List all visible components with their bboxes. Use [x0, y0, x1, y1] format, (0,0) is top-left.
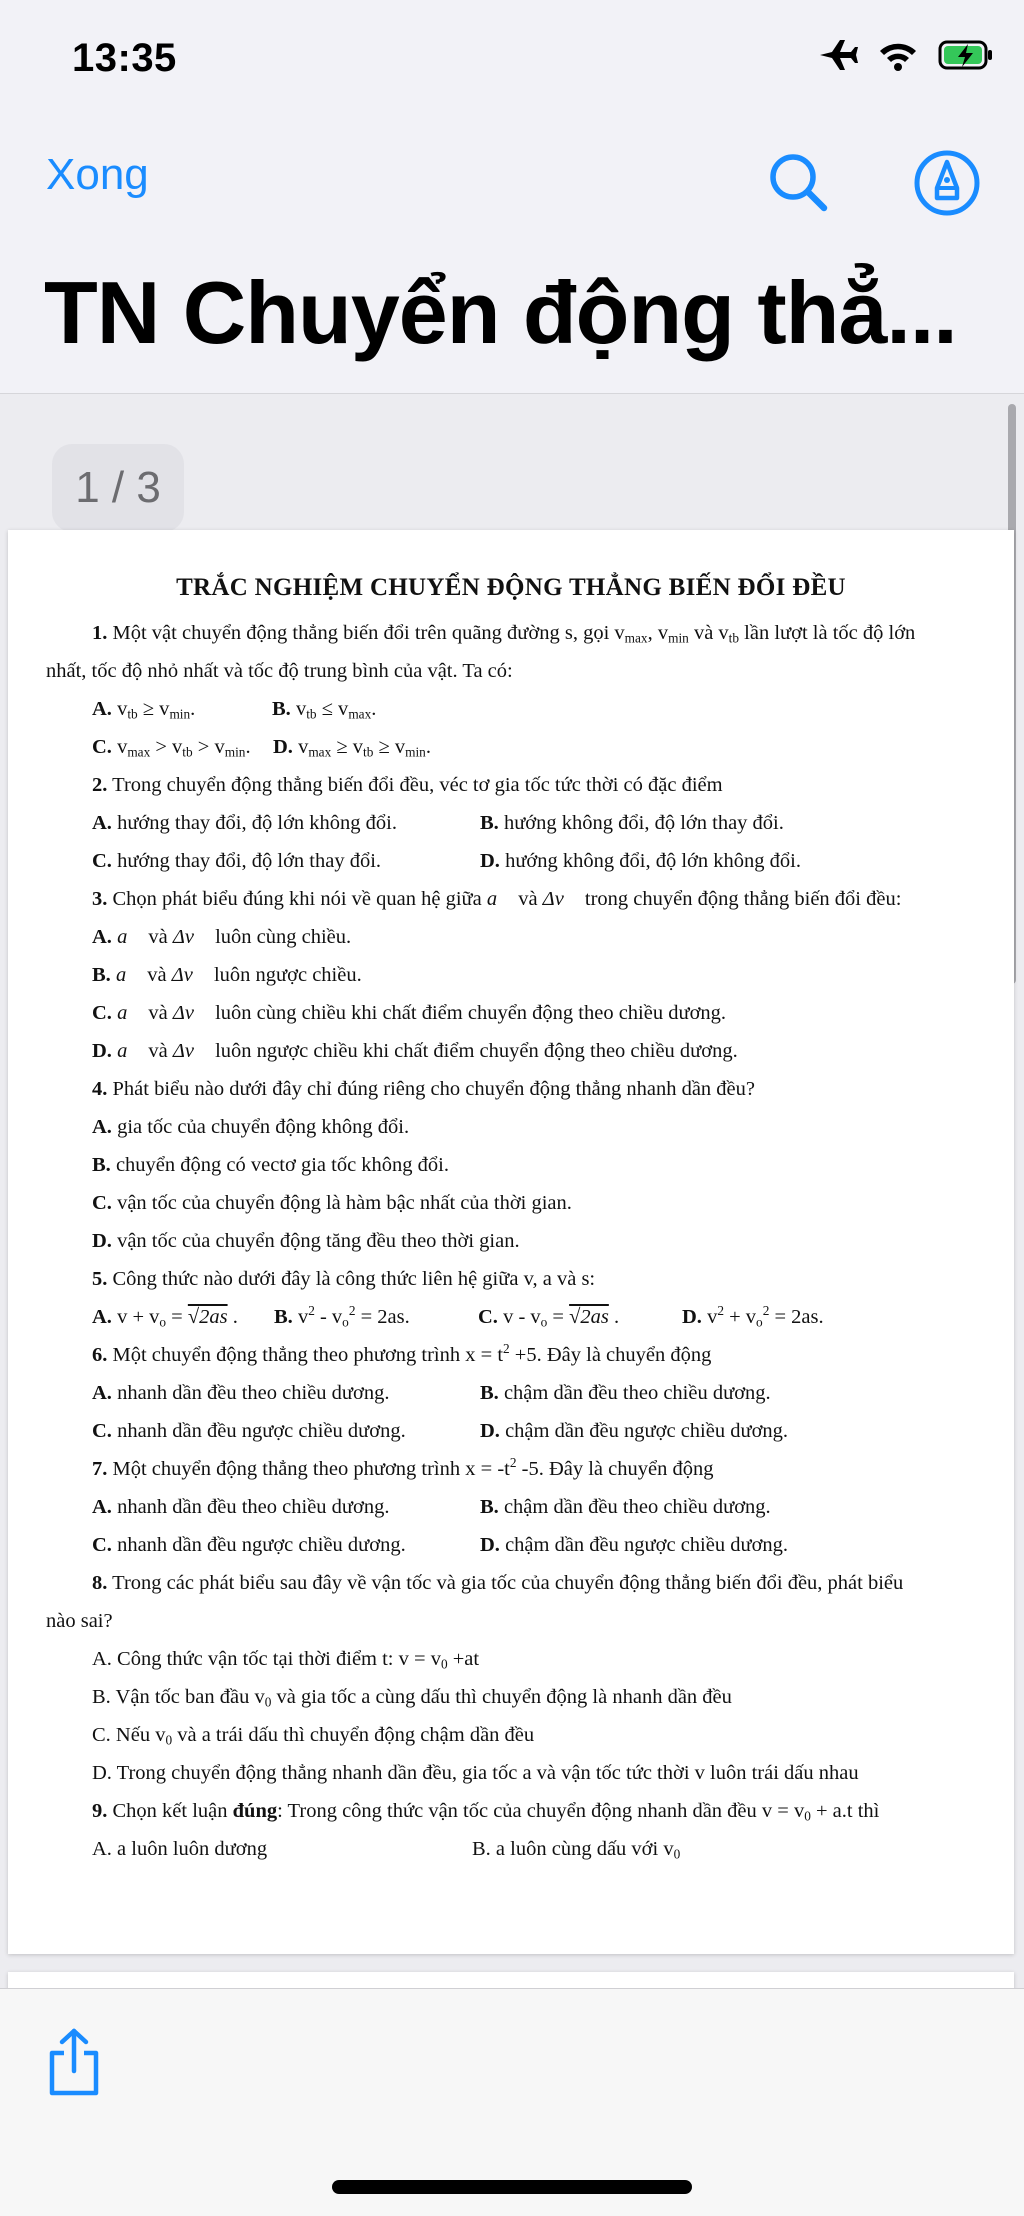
question-6-option-b: B. chậm dần đều theo chiều dương.: [480, 1382, 771, 1404]
question-9-option-a: A. a luôn luôn dương: [92, 1838, 268, 1860]
question-2-option-d: D. hướng không đổi, độ lớn không đổi.: [480, 850, 801, 872]
share-icon: [46, 2027, 102, 2097]
share-button[interactable]: [46, 2027, 102, 2097]
question-7-option-b: B. chậm dần đều theo chiều dương.: [480, 1496, 771, 1518]
status-time: 13:35: [72, 36, 177, 80]
wifi-icon: [878, 39, 918, 71]
question-1-option-a: A. $v_{tb} \ge v_{min}$.: [92, 698, 196, 722]
question-9: 9. Chọn kết luận đúng: Trong công thức vận tốc của chuyển động nhanh dần đều $v = v_0 + a.t$ thì: [92, 1800, 880, 1824]
question-2-option-a: A. hướng thay đổi, độ lớn không đổi.: [92, 812, 397, 834]
question-1-option-b: B. $v_{tb} \le v_{max}$.: [272, 698, 377, 722]
question-2: 2. Trong chuyển động thẳng biến đổi đều, véc tơ gia tốc tức thời có đặc điểm: [92, 774, 723, 796]
question-7: 7. Một chuyển động thẳng theo phương trình $x = -t^2$ -5. Đây là chuyển động: [92, 1455, 714, 1480]
search-button[interactable]: [764, 148, 834, 218]
question-9-option-b: B. a luôn cùng dấu với $v_0$: [472, 1838, 681, 1862]
markup-pen-icon: [912, 148, 982, 218]
question-5-option-a: A. $v + v_o = √2as$ .: [92, 1306, 238, 1330]
question-3-option-c: C. a⃗ và Δv⃗ luôn cùng chiều khi chất điểm chuyển động theo chiều dương.: [92, 1002, 727, 1024]
question-8-option-c: C. Nếu $v_0$ và a trái dấu thì chuyển động chậm dần đều: [92, 1724, 535, 1748]
document-title: TN Chuyển động thẳ...: [44, 263, 957, 362]
question-3: 3. Chọn phát biểu đúng khi nói về quan hệ giữa a⃗ và Δv⃗ trong chuyển động thẳng biến đổi đều:: [92, 888, 902, 910]
question-3-option-d: D. a⃗ và Δv⃗ luôn ngược chiều khi chất điểm chuyển động theo chiều dương.: [92, 1040, 738, 1062]
home-indicator: [332, 2180, 692, 2194]
airplane-mode-icon: [818, 38, 858, 72]
markup-button[interactable]: [912, 148, 982, 218]
question-4-option-a: A. gia tốc của chuyển động không đổi.: [92, 1116, 410, 1138]
question-6-option-a: A. nhanh dần đều theo chiều dương.: [92, 1382, 390, 1404]
question-1-option-d: D. $v_{max} \ge v_{tb} \ge v_{min}$.: [273, 736, 431, 760]
question-8-line-2: nào sai?: [46, 1610, 113, 1632]
question-1-option-c: C. $v_{max} > v_{tb} > v_{min}$.: [92, 736, 251, 760]
pdf-page: [8, 530, 1014, 1954]
question-8-option-b: B. Vận tốc ban đầu $v_0$ và gia tốc a cùng dấu thì chuyển động là nhanh dần đều: [92, 1686, 732, 1710]
done-button[interactable]: Xong: [46, 150, 149, 199]
question-7-option-c: C. nhanh dần đều ngược chiều dương.: [92, 1534, 406, 1556]
question-7-option-a: A. nhanh dần đều theo chiều dương.: [92, 1496, 390, 1518]
question-6-option-c: C. nhanh dần đều ngược chiều dương.: [92, 1420, 406, 1442]
question-8-option-a: A. Công thức vận tốc tại thời điểm t: $v = v_0 +at$: [92, 1648, 480, 1672]
question-5-option-c: C. $v - v_o = √2as$ .: [478, 1306, 620, 1330]
question-8-option-d: D. Trong chuyển động thẳng nhanh dần đều, gia tốc a và vận tốc tức thời v luôn trái dấu nhau: [92, 1762, 859, 1784]
status-bar: [0, 0, 1024, 110]
question-1-line-2: nhất, tốc độ nhỏ nhất và tốc độ trung bình của vật. Ta có:: [46, 660, 513, 682]
navigation-bar: [0, 140, 1024, 220]
question-3-option-b: B. a⃗ và Δv⃗ luôn ngược chiều.: [92, 964, 362, 986]
question-2-option-b: B. hướng không đổi, độ lớn thay đổi.: [480, 812, 784, 834]
next-pdf-page: [8, 1972, 1014, 1988]
question-5: 5. Công thức nào dưới đây là công thức liên hệ giữa v, a và s:: [92, 1268, 596, 1290]
question-4: 4. Phát biểu nào dưới đây chỉ đúng riêng cho chuyển động thẳng nhanh dần đều?: [92, 1078, 755, 1100]
question-4-option-d: D. vận tốc của chuyển động tăng đều theo thời gian.: [92, 1230, 520, 1252]
page-indicator: 1 / 3: [52, 444, 184, 532]
question-2-option-c: C. hướng thay đổi, độ lớn thay đổi.: [92, 850, 382, 872]
question-5-option-d: D. $v^2 + v_o^2 = 2as$.: [682, 1303, 824, 1330]
question-4-option-b: B. chuyển động có vectơ gia tốc không đổi.: [92, 1154, 450, 1176]
question-7-option-d: D. chậm dần đều ngược chiều dương.: [480, 1534, 789, 1556]
search-icon: [764, 148, 834, 218]
question-6: 6. Một chuyển động thẳng theo phương trình $x = t^2 +5$. Đây là chuyển động: [92, 1341, 712, 1366]
question-3-option-a: A. a⃗ và Δv⃗ luôn cùng chiều.: [92, 926, 352, 948]
pdf-viewer[interactable]: [0, 394, 1024, 1988]
question-5-option-b: B. $v^2 - v_o^2 = 2as$.: [274, 1303, 410, 1330]
question-8: 8. Trong các phát biểu sau đây về vận tốc và gia tốc của chuyển động thẳng biến đổi đều, phát biểu: [92, 1572, 904, 1594]
question-6-option-d: D. chậm dần đều ngược chiều dương.: [480, 1420, 789, 1442]
question-1: 1. Một vật chuyển động thẳng biến đổi trên quãng đường s, gọi $v_{max}$, $v_{min}$ và $v_{tb}$ lần lượt là tốc độ lớn: [92, 622, 916, 646]
document-heading: TRẮC NGHIỆM CHUYỂN ĐỘNG THẲNG BIẾN ĐỔI ĐỀU: [176, 574, 846, 601]
battery-charging-icon: [938, 39, 994, 71]
status-icons: [818, 38, 994, 72]
question-4-option-c: C. vận tốc của chuyển động là hàm bậc nhất của thời gian.: [92, 1192, 572, 1214]
